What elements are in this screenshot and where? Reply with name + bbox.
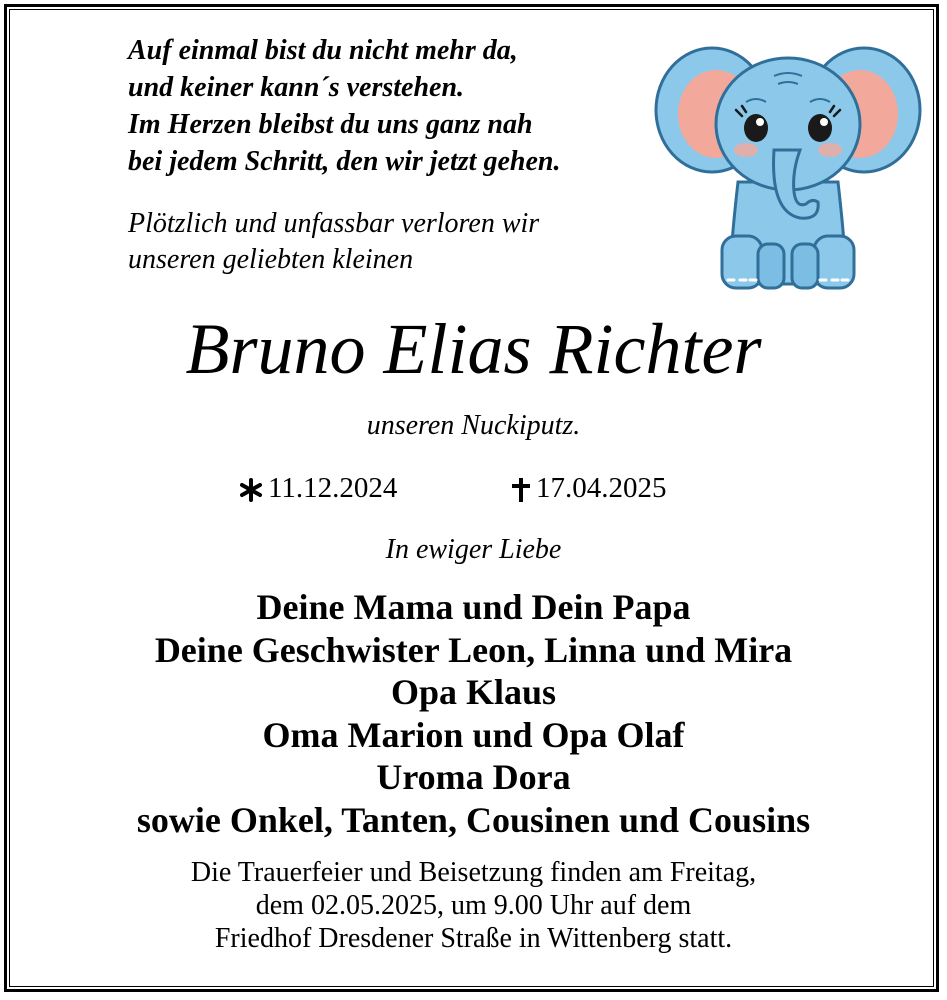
intro-line: Plötzlich und unfassbar verloren wir — [128, 208, 540, 239]
family-list — [0, 586, 947, 841]
service-line: Friedhof Dresdener Straße in Wittenberg statt. — [214, 923, 733, 954]
nickname: unseren Nuckiputz. — [366, 410, 581, 441]
baby-elephant-illustration — [650, 22, 925, 297]
cross-death-icon — [510, 476, 532, 504]
family-line: Uroma Dora — [376, 757, 571, 797]
family-line: Deine Geschwister Leon, Linna und Mira — [154, 629, 793, 670]
service-info — [0, 856, 947, 955]
poem-line: bei jedem Schritt, den wir jetzt gehen. — [128, 146, 561, 177]
death-date — [510, 470, 667, 506]
service-line: dem 02.05.2025, um 9.00 Uhr auf dem — [255, 890, 692, 921]
poem-line: Auf einmal bist du nicht mehr da, — [128, 35, 518, 66]
poem-line: Im Herzen bleibst du uns ganz nah — [128, 109, 533, 140]
birth-date — [238, 470, 397, 506]
birth-date-value: 11.12.2024 — [268, 472, 398, 504]
family-line: sowie Onkel, Tanten, Cousinen und Cousins — [136, 799, 811, 840]
family-line: Oma Marion und Opa Olaf — [262, 714, 685, 755]
poem-line: und keiner kann´s verstehen. — [128, 72, 465, 103]
service-line: Die Trauerfeier und Beisetzung finden am Freitag, — [190, 857, 757, 888]
intro-line: unseren geliebten kleinen — [128, 244, 414, 275]
death-date-value: 17.04.2025 — [536, 472, 667, 504]
family-line: Opa Klaus — [390, 672, 557, 712]
asterisk-birth-icon — [238, 477, 264, 503]
deceased-name: Bruno Elias Richter — [185, 309, 762, 389]
family-line: Deine Mama und Dein Papa — [256, 587, 691, 627]
intro-text — [128, 206, 539, 278]
life-dates — [0, 470, 947, 510]
love-line: In ewiger Liebe — [385, 534, 562, 565]
poem — [128, 32, 560, 180]
